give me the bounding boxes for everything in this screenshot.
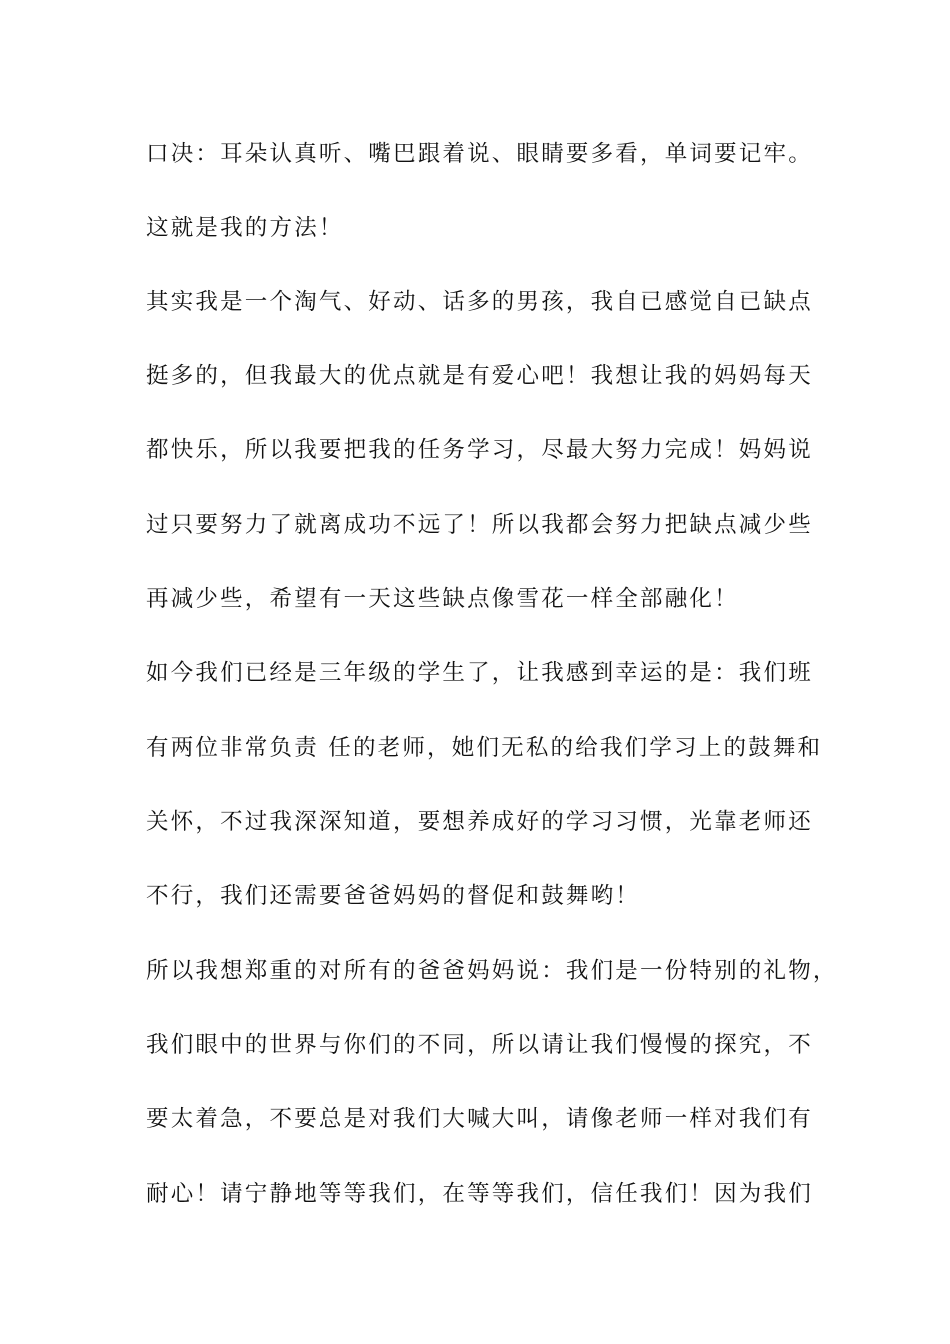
- text-line: 过只要努力了就离成功不远了！所以我都会努力把缺点减少些: [146, 512, 813, 538]
- text-line: 所以我想郑重的对所有的爸爸妈妈说：我们是一份特别的礼物，: [146, 958, 838, 984]
- text-line: 其实我是一个淘气、好动、话多的男孩，我自已感觉自已缺点: [146, 289, 813, 315]
- text-line: 再减少些，希望有一天这些缺点像雪花一样全部融化！: [146, 586, 739, 612]
- text-line: 口决：耳朵认真听、嘴巴跟着说、眼睛要多看，单词要记牢。: [146, 141, 813, 167]
- text-line: 这就是我的方法！: [146, 215, 344, 241]
- text-line: 要太着急，不要总是对我们大喊大叫，请像老师一样对我们有: [146, 1106, 813, 1132]
- text-line: 不行，我们还需要爸爸妈妈的督促和鼓舞哟！: [146, 883, 641, 909]
- text-line: 挺多的，但我最大的优点就是有爱心吧！我想让我的妈妈每天: [146, 363, 813, 389]
- text-line: 有两位非常负责 任的老师，她们无私的给我们学习上的鼓舞和: [146, 735, 823, 761]
- text-line: 关怀，不过我深深知道，要想养成好的学习习惯，光靠老师还: [146, 809, 813, 835]
- text-line: 我们眼中的世界与你们的不同，所以请让我们慢慢的探究，不: [146, 1032, 813, 1058]
- text-line: 如今我们已经是三年级的学生了，让我感到幸运的是：我们班: [146, 660, 813, 686]
- text-line: 耐心！请宁静地等等我们，在等等我们，信任我们！因为我们: [146, 1181, 813, 1207]
- text-line: 都快乐，所以我要把我的任务学习，尽最大努力完成！妈妈说: [146, 437, 813, 463]
